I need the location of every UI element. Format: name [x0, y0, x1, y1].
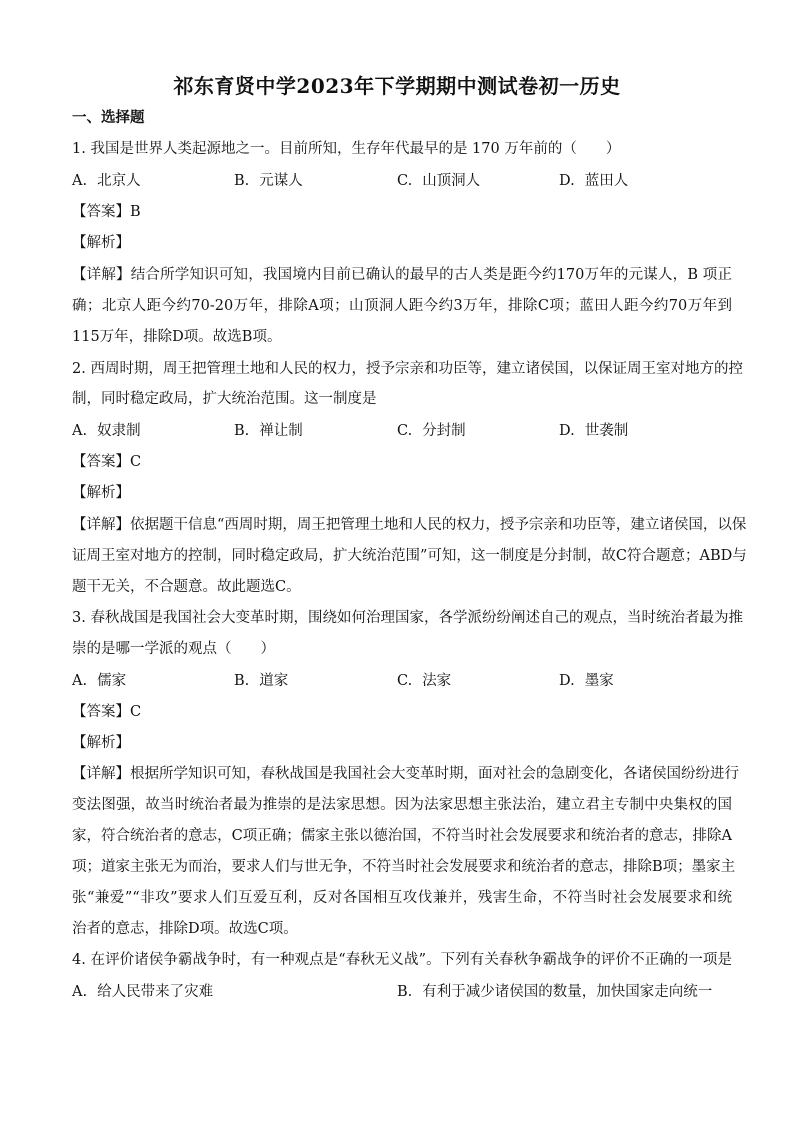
option-a: A. 北京人: [72, 173, 141, 189]
detail-line: 确；北京人距今约70-20万年，排除A项；山顶洞人距今约3万年，排除C项；蓝田人距今约70万年到: [72, 298, 732, 314]
option-b: B. 禅让制: [234, 423, 303, 439]
option-b: B. 道家: [234, 673, 289, 689]
option-a: A. 给人民带来了灾难: [72, 984, 214, 1000]
detail-line: 115万年，排除D项。故选B项。: [72, 329, 282, 345]
answer-label: 【答案】C: [72, 704, 142, 720]
option-a: A. 奴隶制: [72, 423, 141, 439]
page-title: 祁东育贤中学2023年下学期期中测试卷初一历史: [173, 74, 621, 98]
detail-line: 【详解】结合所学知识可知，我国境内目前已确认的最早的古人类是距今约170万年的元谋人，B 项正: [72, 267, 732, 283]
detail-line: 【详解】根据所学知识可知，春秋战国是我国社会大变革时期，面对社会的急剧变化，各诸侯国纷纷进行: [72, 766, 739, 782]
section-heading: 一、选择题: [72, 109, 145, 126]
option-c: C. 山顶洞人: [397, 173, 481, 189]
question-stem: 2. 西周时期，周王把管理土地和人民的权力，授予宗亲和功臣等，建立诸侯国，以保证周王室对地方的控: [72, 361, 743, 377]
detail-line: 【详解】依据题干信息“西周时期，周王把管理土地和人民的权力，授予宗亲和功臣等，建立诸侯国，以保: [72, 517, 747, 533]
option-c: C. 法家: [397, 673, 452, 689]
option-b: B. 有利于减少诸侯国的数量，加快国家走向统一: [397, 984, 713, 1000]
detail-line: 张“兼爱”“非攻”要求人们互爱互利，反对各国相互攻伐兼并，残害生命，不符当时社会发展要求和统: [72, 890, 732, 906]
question-stem: 1. 我国是世界人类起源地之一。目前所知，生存年代最早的是 170 万年前的（ ）: [72, 141, 621, 157]
question-stem: 4. 在评价诸侯争霸战争时，有一种观点是“春秋无义战”。下列有关春秋争霸战争的评价不正确的一项是: [72, 952, 732, 968]
answer-label: 【答案】B: [72, 204, 141, 220]
option-d: D. 墨家: [559, 673, 614, 689]
answer-label: 【答案】C: [72, 454, 142, 470]
question-stem: 3. 春秋战国是我国社会大变革时期，围绕如何治理国家，各学派纷纷阐述自己的观点，当时统治者最为推: [72, 610, 743, 626]
analysis-label: 【解析】: [72, 235, 130, 251]
option-b: B. 元谋人: [234, 173, 303, 189]
option-d: D. 世袭制: [559, 423, 629, 439]
detail-line: 变法图强，故当时统治者最为推崇的是法家思想。因为法家思想主张法治，建立君主专制中央集权的国: [72, 797, 732, 813]
detail-line: 题干无关，不合题意。故此题选C。: [72, 579, 301, 595]
option-c: C. 分封制: [397, 423, 466, 439]
option-a: A. 儒家: [72, 673, 127, 689]
detail-line: 项；道家主张无为而治，要求人们与世无争，不符当时社会发展要求和统治者的意志，排除B项；墨家主: [72, 859, 736, 875]
detail-line: 家，符合统治者的意志，C项正确；儒家主张以德治国，不符当时社会发展要求和统治者的意志，排除A: [72, 828, 732, 844]
option-d: D. 蓝田人: [559, 173, 629, 189]
analysis-label: 【解析】: [72, 735, 130, 751]
analysis-label: 【解析】: [72, 485, 130, 501]
detail-line: 证周王室对地方的控制，同时稳定政局，扩大统治范围”可知，这一制度是分封制，故C符合题意；ABD与: [72, 548, 747, 564]
question-stem: 制，同时稳定政局，扩大统治范围。这一制度是: [72, 391, 377, 407]
question-stem: 崇的是哪一学派的观点（ ）: [72, 641, 275, 657]
detail-line: 治者的意志，排除D项。故选C项。: [72, 921, 298, 937]
